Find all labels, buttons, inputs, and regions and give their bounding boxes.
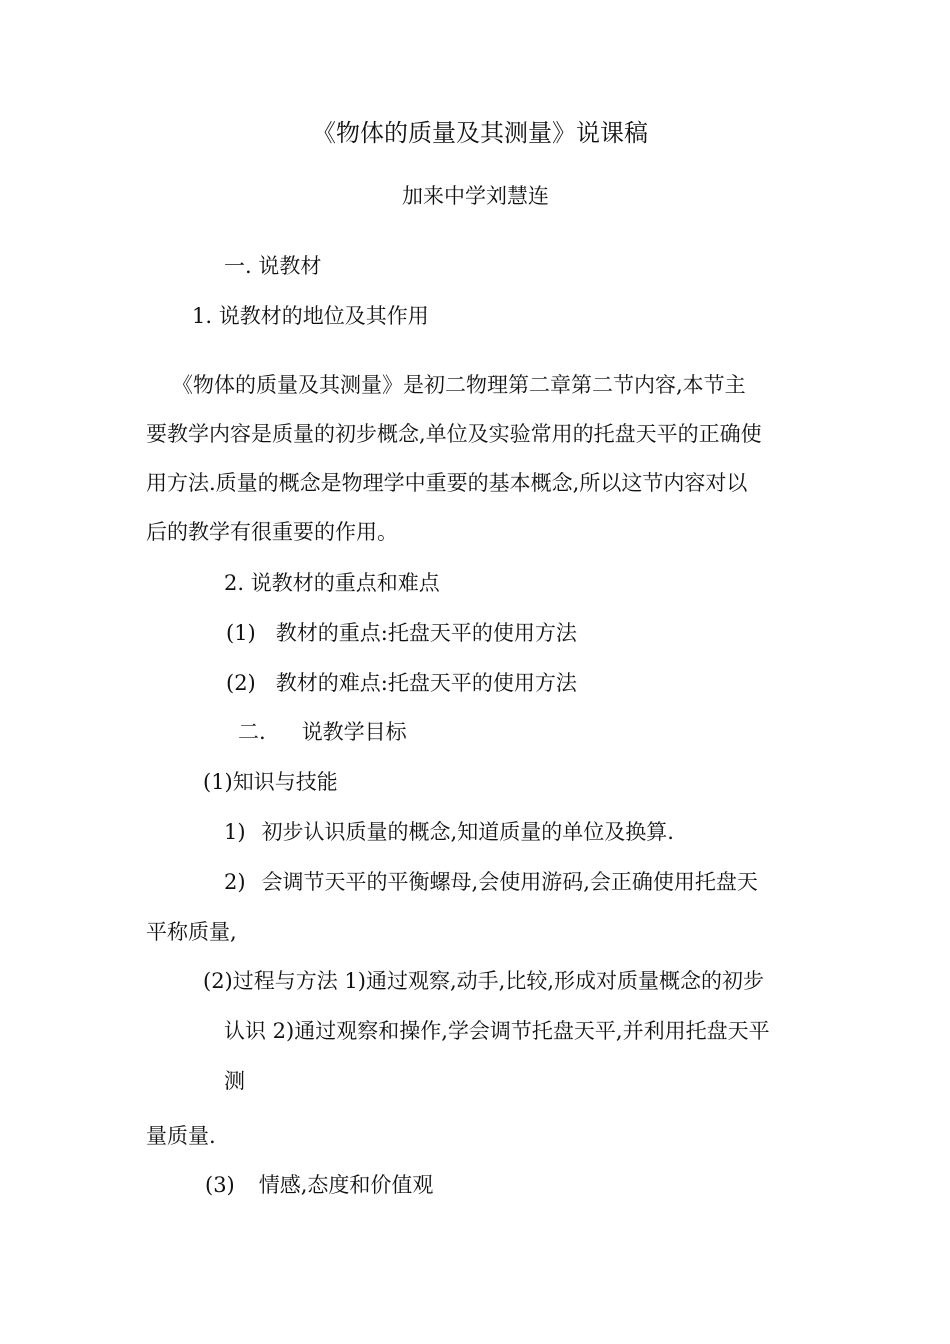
- paragraph-line: 后的教学有很重要的作用。: [146, 520, 398, 544]
- section-number: 二.: [238, 720, 266, 744]
- goal-item: [224, 868, 758, 896]
- goal-item-continuation: 平称质量,: [146, 920, 237, 944]
- paragraph-line: 用方法.质量的概念是物理学中重要的基本概念,所以这节内容对以: [146, 471, 748, 495]
- list-item-number: (2): [226, 671, 256, 695]
- subsection-heading-key-points: 2. 说教材的重点和难点: [224, 571, 440, 595]
- paragraph-line: 要教学内容是质量的初步概念,单位及实验常用的托盘天平的正确使: [146, 422, 762, 446]
- goal-heading-knowledge-skills: (1)知识与技能: [203, 770, 338, 794]
- goal-item-number: 1): [224, 820, 246, 844]
- section-heading-teaching-goals: [238, 718, 407, 746]
- list-item: [226, 619, 577, 647]
- list-item-text: 教材的重点:托盘天平的使用方法: [275, 621, 577, 645]
- goal-process-method-line: 认识 2)通过观察和操作,学会调节托盘天平,并利用托盘天平: [224, 1019, 770, 1043]
- goal-number: (3): [205, 1173, 235, 1197]
- list-item-text: 教材的难点:托盘天平的使用方法: [275, 671, 577, 695]
- goal-item-number: 2): [224, 870, 246, 894]
- goal-title: 情感,态度和价值观: [258, 1173, 434, 1197]
- goal-item-text: 初步认识质量的概念,知道质量的单位及换算.: [261, 820, 674, 844]
- goal-item: [224, 818, 674, 846]
- goal-process-method-line: 测: [224, 1069, 245, 1093]
- list-item: [226, 669, 577, 697]
- goal-process-method-continuation: 量质量.: [146, 1124, 216, 1148]
- goal-heading-attitude-values: [205, 1171, 433, 1199]
- section-title: 说教学目标: [301, 720, 407, 744]
- goal-item-text: 会调节天平的平衡螺母,会使用游码,会正确使用托盘天: [261, 870, 758, 894]
- document-title: 《物体的质量及其测量》说课稿: [312, 119, 648, 147]
- paragraph-line: 《物体的质量及其测量》是初二物理第二章第二节内容,本节主: [172, 373, 746, 397]
- subsection-heading-position-role: 1. 说教材的地位及其作用: [192, 304, 429, 328]
- section-heading-teaching-material: 一. 说教材: [224, 254, 322, 278]
- goal-process-method-line: (2)过程与方法 1)通过观察,动手,比较,形成对质量概念的初步: [203, 969, 764, 993]
- list-item-number: (1): [226, 621, 256, 645]
- author-line: 加来中学刘慧连: [402, 184, 549, 208]
